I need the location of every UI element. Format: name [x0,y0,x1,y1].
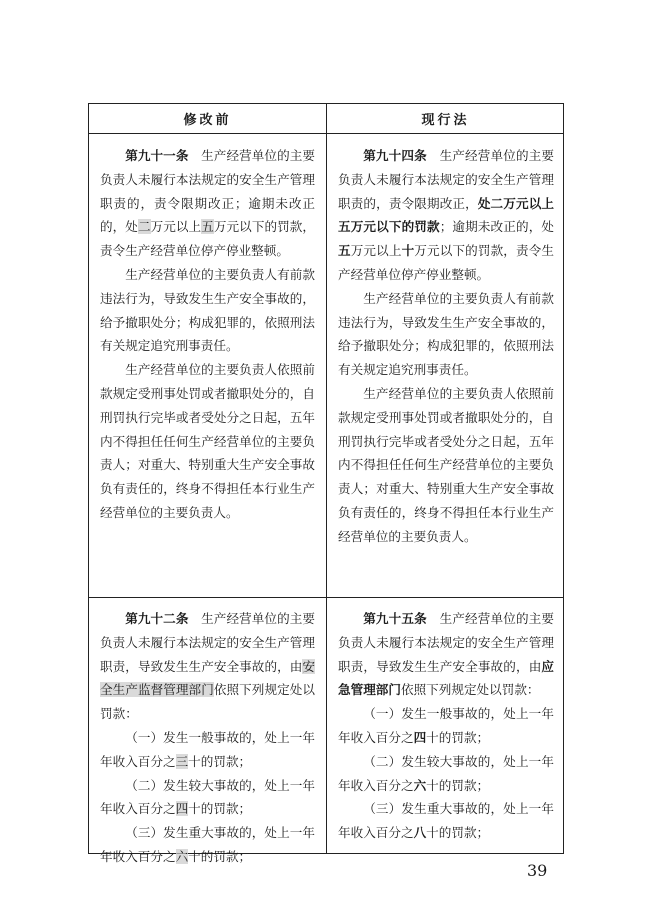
highlighted-text: 五 [201,219,214,235]
text-run: （一）发生一般事故的，处上一年年收入百分之 [100,729,315,769]
comparison-table [88,103,564,864]
article-number: 第九十二条 [125,611,189,626]
text-run: 万元以下的罚款，责令生产经营单位停产停业整顿。 [338,243,555,282]
text-run: 生产经营单位的主要负责人有前款违法行为，导致发生生产安全事故的，给予撤职处分；构成犯罪的，依照刑法有关规定追究刑事责任。 [100,266,315,354]
text-run: 万元以上 [350,243,402,259]
text-run: 依照下列规定处以罚款： [400,682,540,698]
text-run: 生产经营单位的主要负责人未履行本法规定的安全生产管理职责，导致发生生产安全事故的，由 [100,611,316,674]
amended-text: 四 [413,729,427,745]
article-91-before [100,144,315,525]
article-number: 第九十五条 [363,611,427,626]
article-number: 第九十一条 [125,148,189,163]
article-number: 第九十四条 [363,148,427,163]
paragraph [100,726,315,774]
article-95-current [338,607,554,845]
text-run: （三）发生重大事故的，处上一年年收入百分之 [100,825,315,864]
highlighted-text: 安全生产监督管理部门 [100,658,315,698]
paragraph [338,797,554,845]
paragraph [338,287,554,382]
text-run: 生产经营单位的主要负责人依照前款规定受刑事处罚或者撤职处分的，自刑罚执行完毕或者受处分之日起，五年内不得担任任何生产经营单位的主要负责人；对重大、特别重大生产安全事故负有责任的，终身不得担任本行业生产经营单位的主要负责人。 [338,385,554,544]
text-run: 依照下列规定处以罚款： [100,682,316,722]
paragraph [100,821,315,869]
text-run: 生产经营单位的主要负责人未履行本法规定的安全生产管理职责，导致发生生产安全事故的，由 [338,611,555,674]
paragraph [100,358,315,525]
text-run: 十的罚款； [426,825,490,841]
text-run: 万元以上 [150,219,202,235]
column-divider [326,104,327,853]
text-run: 生产经营单位的主要负责人未履行本法规定的安全生产管理职责的，责令限期改正；逾期未改正的，处 [100,148,316,235]
paragraph [100,607,315,726]
amended-text: 五 [338,243,351,259]
amended-text: 八 [413,825,427,841]
row-divider [89,597,563,598]
article-94-current [338,144,554,549]
text-run: 十的罚款； [426,777,490,793]
text-run: （二）发生较大事故的，处上一年年收入百分之 [338,753,554,793]
text-run: （三）发生重大事故的，处上一年年收入百分之 [338,801,554,841]
highlighted-text: 三 [175,753,189,769]
text-run: （一）发生一般事故的，处上一年年收入百分之 [338,706,554,745]
text-run: 生产经营单位的主要负责人未履行本法规定的安全生产管理职责的，责令限期改正， [338,148,555,211]
text-run: ；逾期未改正的，处 [439,219,554,235]
amended-text: 处二万元以上五万元以下的罚款 [338,195,555,235]
highlighted-text: 六 [175,848,189,864]
paragraph [100,263,315,358]
text-run: 万元以下的罚款，责令生产经营单位停产停业整顿。 [100,219,316,259]
paragraph [338,702,554,750]
header-divider [89,133,563,134]
page-number: 39 [527,861,548,880]
article-92-before [100,607,315,869]
text-run: 十的罚款； [188,801,252,817]
highlighted-text: 四 [175,801,189,817]
header-before-amendment: 修改前 [183,113,232,128]
paragraph [100,144,315,263]
text-run: 十的罚款； [426,729,490,745]
paragraph [338,750,554,798]
highlighted-text: 二 [137,219,151,235]
paragraph [338,382,554,549]
header-current-law: 现行法 [421,113,470,128]
paragraph [338,144,554,287]
amended-text: 应急管理部门 [338,658,554,698]
paragraph [338,607,554,702]
text-run: 生产经营单位的主要负责人有前款违法行为，导致发生生产安全事故的，给予撤职处分；构成犯罪的，依照刑法有关规定追究刑事责任。 [338,290,554,378]
paragraph [100,774,315,822]
amended-text: 十 [401,243,415,259]
text-run: （二）发生较大事故的，处上一年年收入百分之 [100,777,315,817]
text-run: 生产经营单位的主要负责人依照前款规定受刑事处罚或者撤职处分的，自刑罚执行完毕或者受处分之日起，五年内不得担任任何生产经营单位的主要负责人；对重大、特别重大生产安全事故负有责任的，终身不得担任本行业生产经营单位的主要负责人。 [100,362,315,520]
text-run: 十的罚款； [188,848,252,864]
text-run: 十的罚款； [188,753,252,769]
amended-text: 六 [413,777,427,793]
